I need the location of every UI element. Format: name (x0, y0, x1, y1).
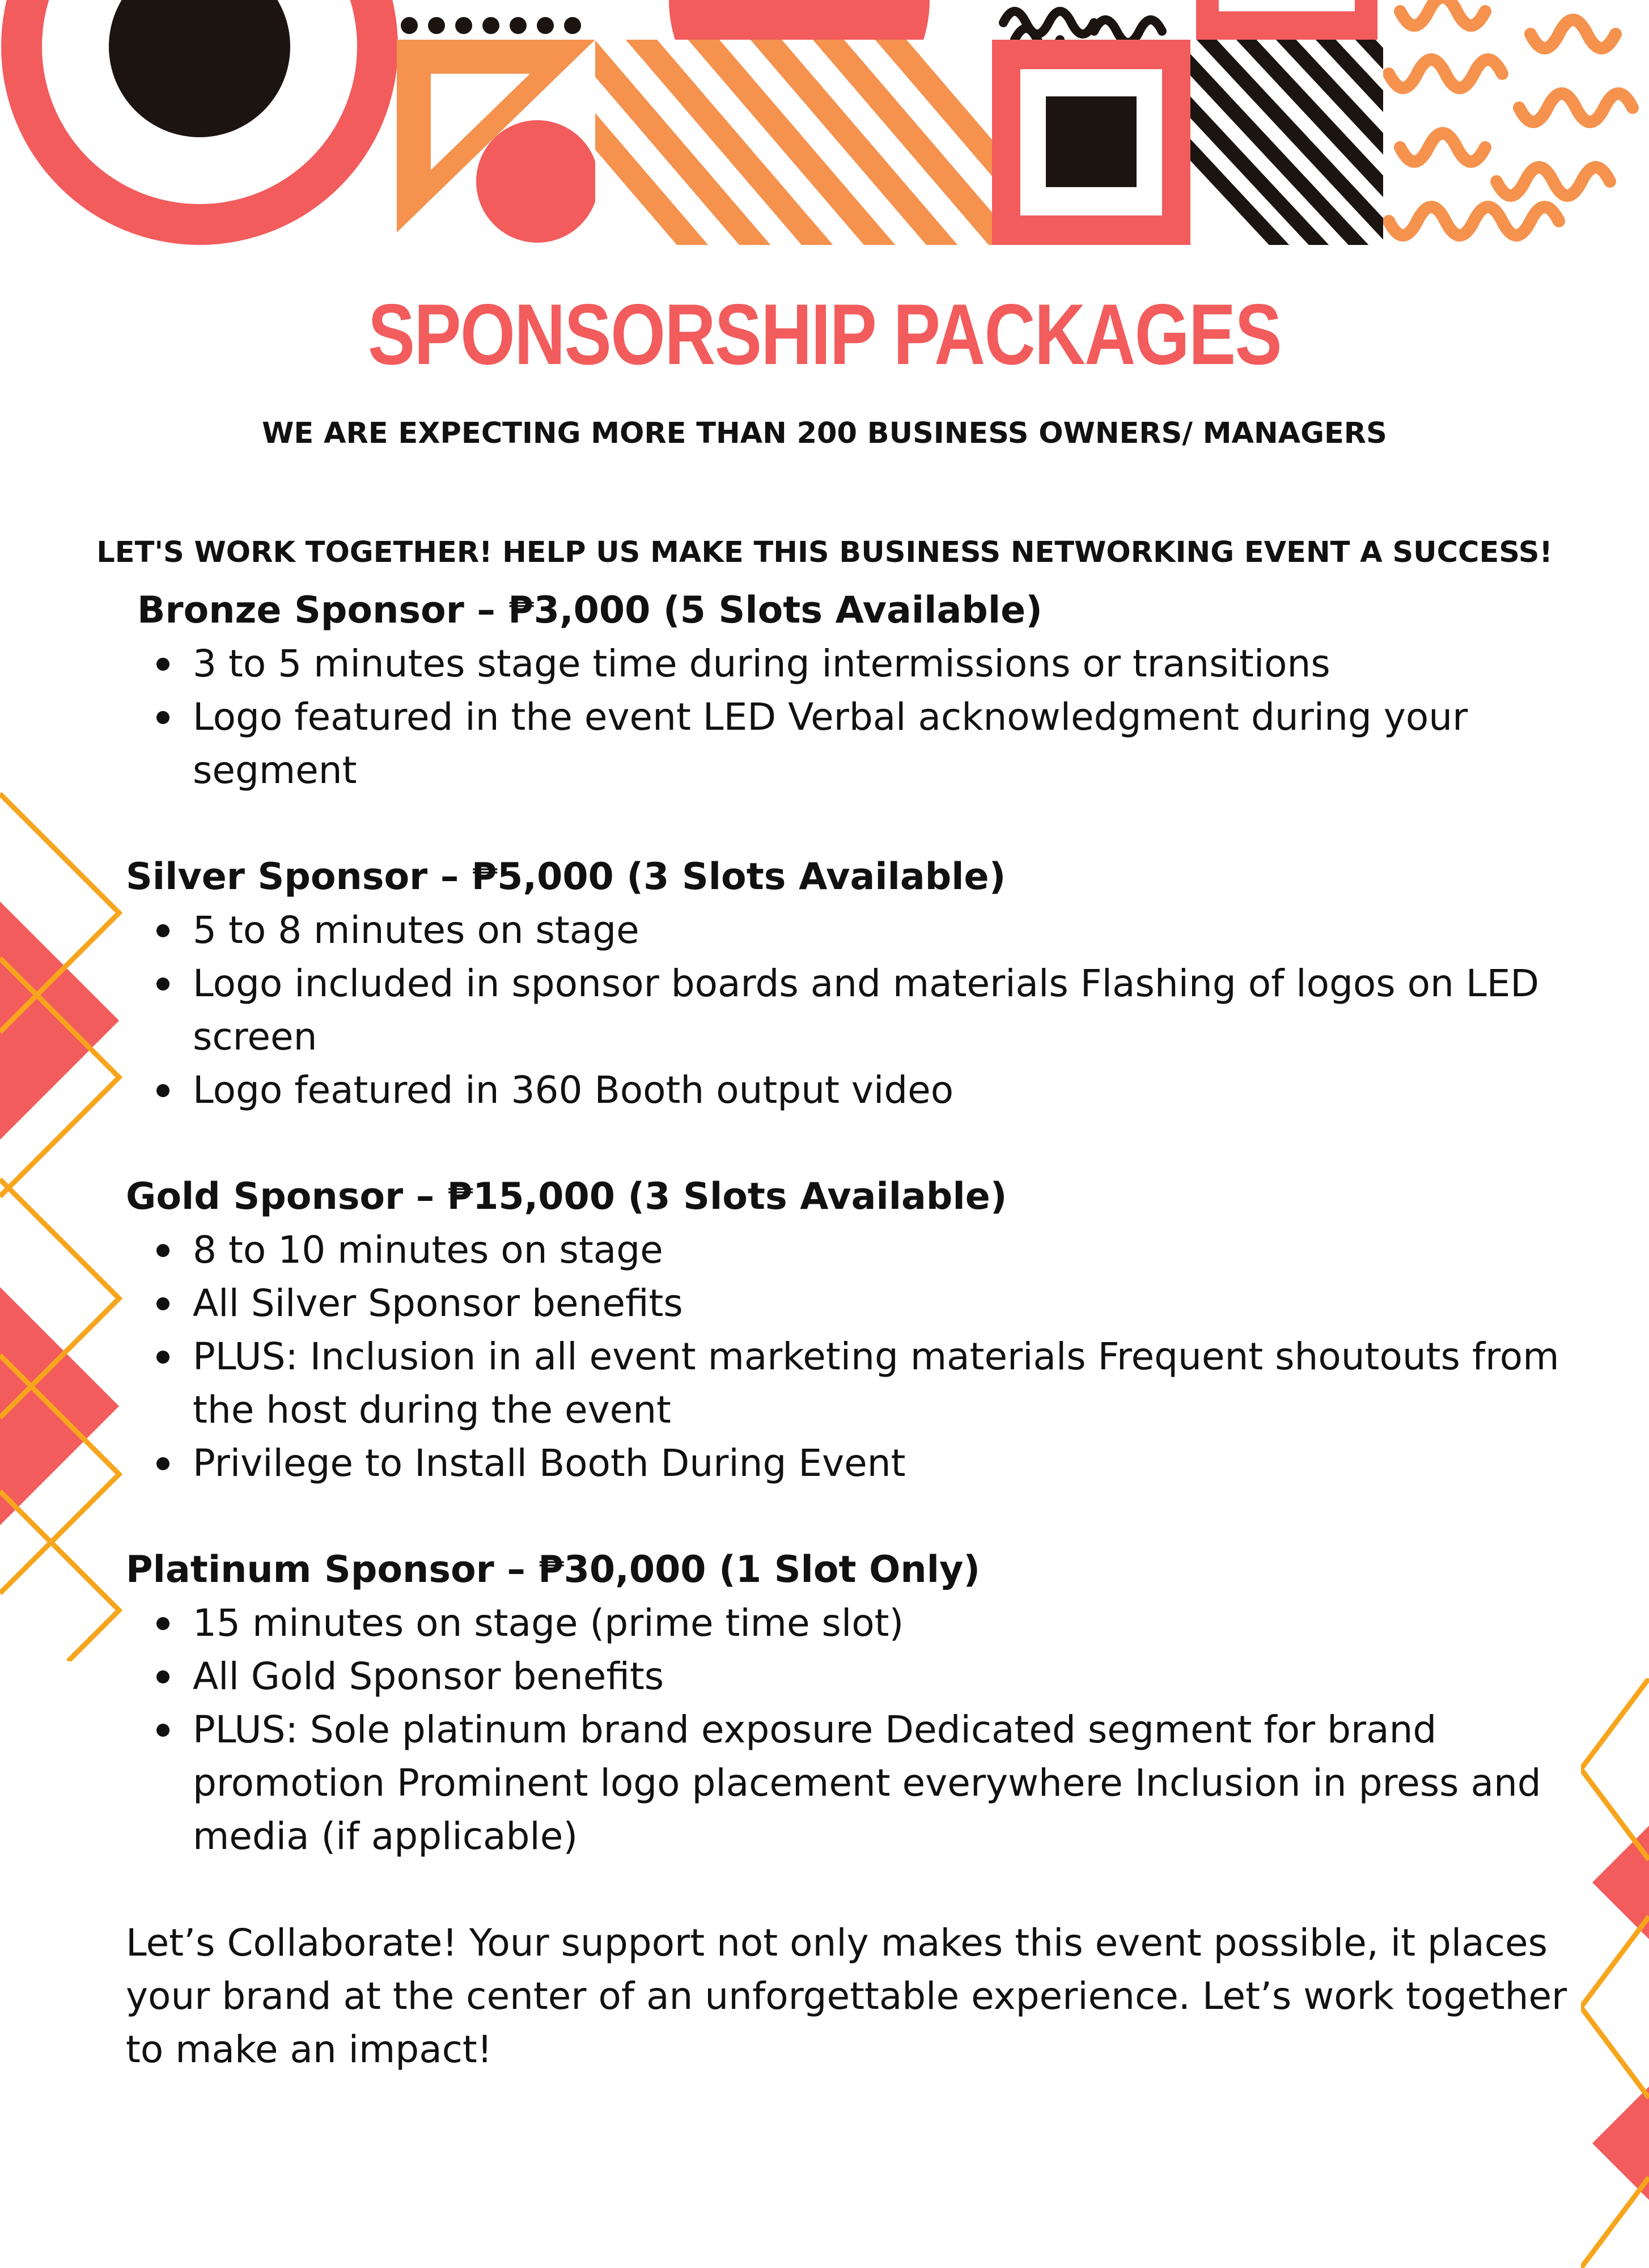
platinum-tier-heading: Platinum Sponsor – ₱30,000 (1 Slot Only) (126, 1548, 981, 1591)
benefit-item (126, 957, 1577, 1064)
squiggle-pattern-orange (1389, 0, 1633, 235)
bullet-icon (156, 711, 169, 724)
platinum-tier (126, 1543, 1577, 1863)
bullet-icon (156, 1457, 169, 1470)
bullet-icon (156, 1351, 169, 1364)
benefit-text: Logo featured in the event LED Verbal acknowledgment during your segment (193, 695, 1468, 792)
bullet-icon (156, 1724, 169, 1737)
benefit-item (126, 1277, 1577, 1330)
silver-tier-heading: Silver Sponsor – ₱5,000 (3 Slots Available) (126, 856, 1006, 898)
benefit-text: Privilege to Install Booth During Event (193, 1441, 906, 1485)
silver-benefit-list (126, 904, 1577, 1117)
benefit-item (126, 1330, 1577, 1437)
benefit-item (126, 1703, 1577, 1863)
tagline: LET'S WORK TOGETHER! HELP US MAKE THIS BUSINESS NETWORKING EVENT A SUCCESS! (96, 536, 1553, 569)
benefit-item (126, 904, 1577, 957)
benefit-text: All Gold Sponsor benefits (193, 1655, 664, 1698)
bullet-icon (156, 1297, 169, 1310)
benefit-text: All Silver Sponsor benefits (193, 1281, 683, 1325)
benefit-text: 15 minutes on stage (prime time slot) (193, 1601, 904, 1645)
benefit-item (126, 691, 1577, 797)
left-diamond-decoration (0, 788, 130, 1661)
right-diamond-decoration (1581, 1678, 1649, 2268)
bullet-icon (156, 924, 169, 937)
coral-circle-shape (476, 120, 599, 243)
silver-tier (126, 850, 1577, 1117)
bullet-icon (156, 658, 169, 671)
gold-tier-heading: Gold Sponsor – ₱15,000 (3 Slots Available) (126, 1175, 1007, 1218)
bullet-icon (156, 1084, 169, 1097)
bullet-icon (156, 978, 169, 991)
benefit-item (126, 1437, 1577, 1490)
page-title: SPONSORSHIP PACKAGES (368, 286, 1281, 383)
benefit-item (126, 1597, 1577, 1650)
benefit-item (126, 1650, 1577, 1703)
benefit-text: Logo included in sponsor boards and materials Flashing of logos on LED screen (193, 962, 1540, 1059)
bronze-tier-heading: Bronze Sponsor – ₱3,000 (5 Slots Available) (137, 589, 1042, 632)
benefit-item (126, 1224, 1577, 1277)
page-subtitle: WE ARE EXPECTING MORE THAN 200 BUSINESS OWNERS/ MANAGERS (262, 417, 1387, 450)
bronze-benefit-list (126, 637, 1577, 797)
closing-message: Let’s Collaborate! Your support not only makes this event possible, it places your brand at the center of an unforgettable experience. Let’s work together to make an impact! (126, 1921, 1567, 2071)
benefit-text: PLUS: Inclusion in all event marketing materials Frequent shoutouts from the host during the event (193, 1335, 1559, 1432)
benefit-item (126, 637, 1577, 691)
gold-benefit-list (126, 1224, 1577, 1490)
benefit-text: Logo featured in 360 Booth output video (193, 1068, 954, 1112)
square-frame-shape (992, 40, 1190, 245)
gold-tier (126, 1170, 1577, 1490)
benefit-text: 3 to 5 minutes stage time during intermissions or transitions (193, 642, 1330, 686)
benefit-item (126, 1064, 1577, 1117)
bronze-tier (126, 584, 1577, 797)
benefit-text: 8 to 10 minutes on stage (193, 1228, 663, 1272)
benefit-text: 5 to 8 minutes on stage (193, 908, 639, 952)
geometric-header-banner (0, 0, 1649, 245)
small-square-frame-shape (1196, 0, 1377, 40)
bullet-icon (156, 1670, 169, 1683)
bullet-icon (156, 1617, 169, 1630)
benefit-text: PLUS: Sole platinum brand exposure Dedicated segment for brand promotion Prominent logo placement everywhere Inclusion in press and media (if applicable) (193, 1708, 1541, 1858)
bullet-icon (156, 1244, 169, 1257)
platinum-benefit-list (126, 1597, 1577, 1863)
dots-pattern (401, 17, 581, 34)
ring-circle-shape (1, 0, 398, 245)
packages-content (126, 584, 1577, 2114)
